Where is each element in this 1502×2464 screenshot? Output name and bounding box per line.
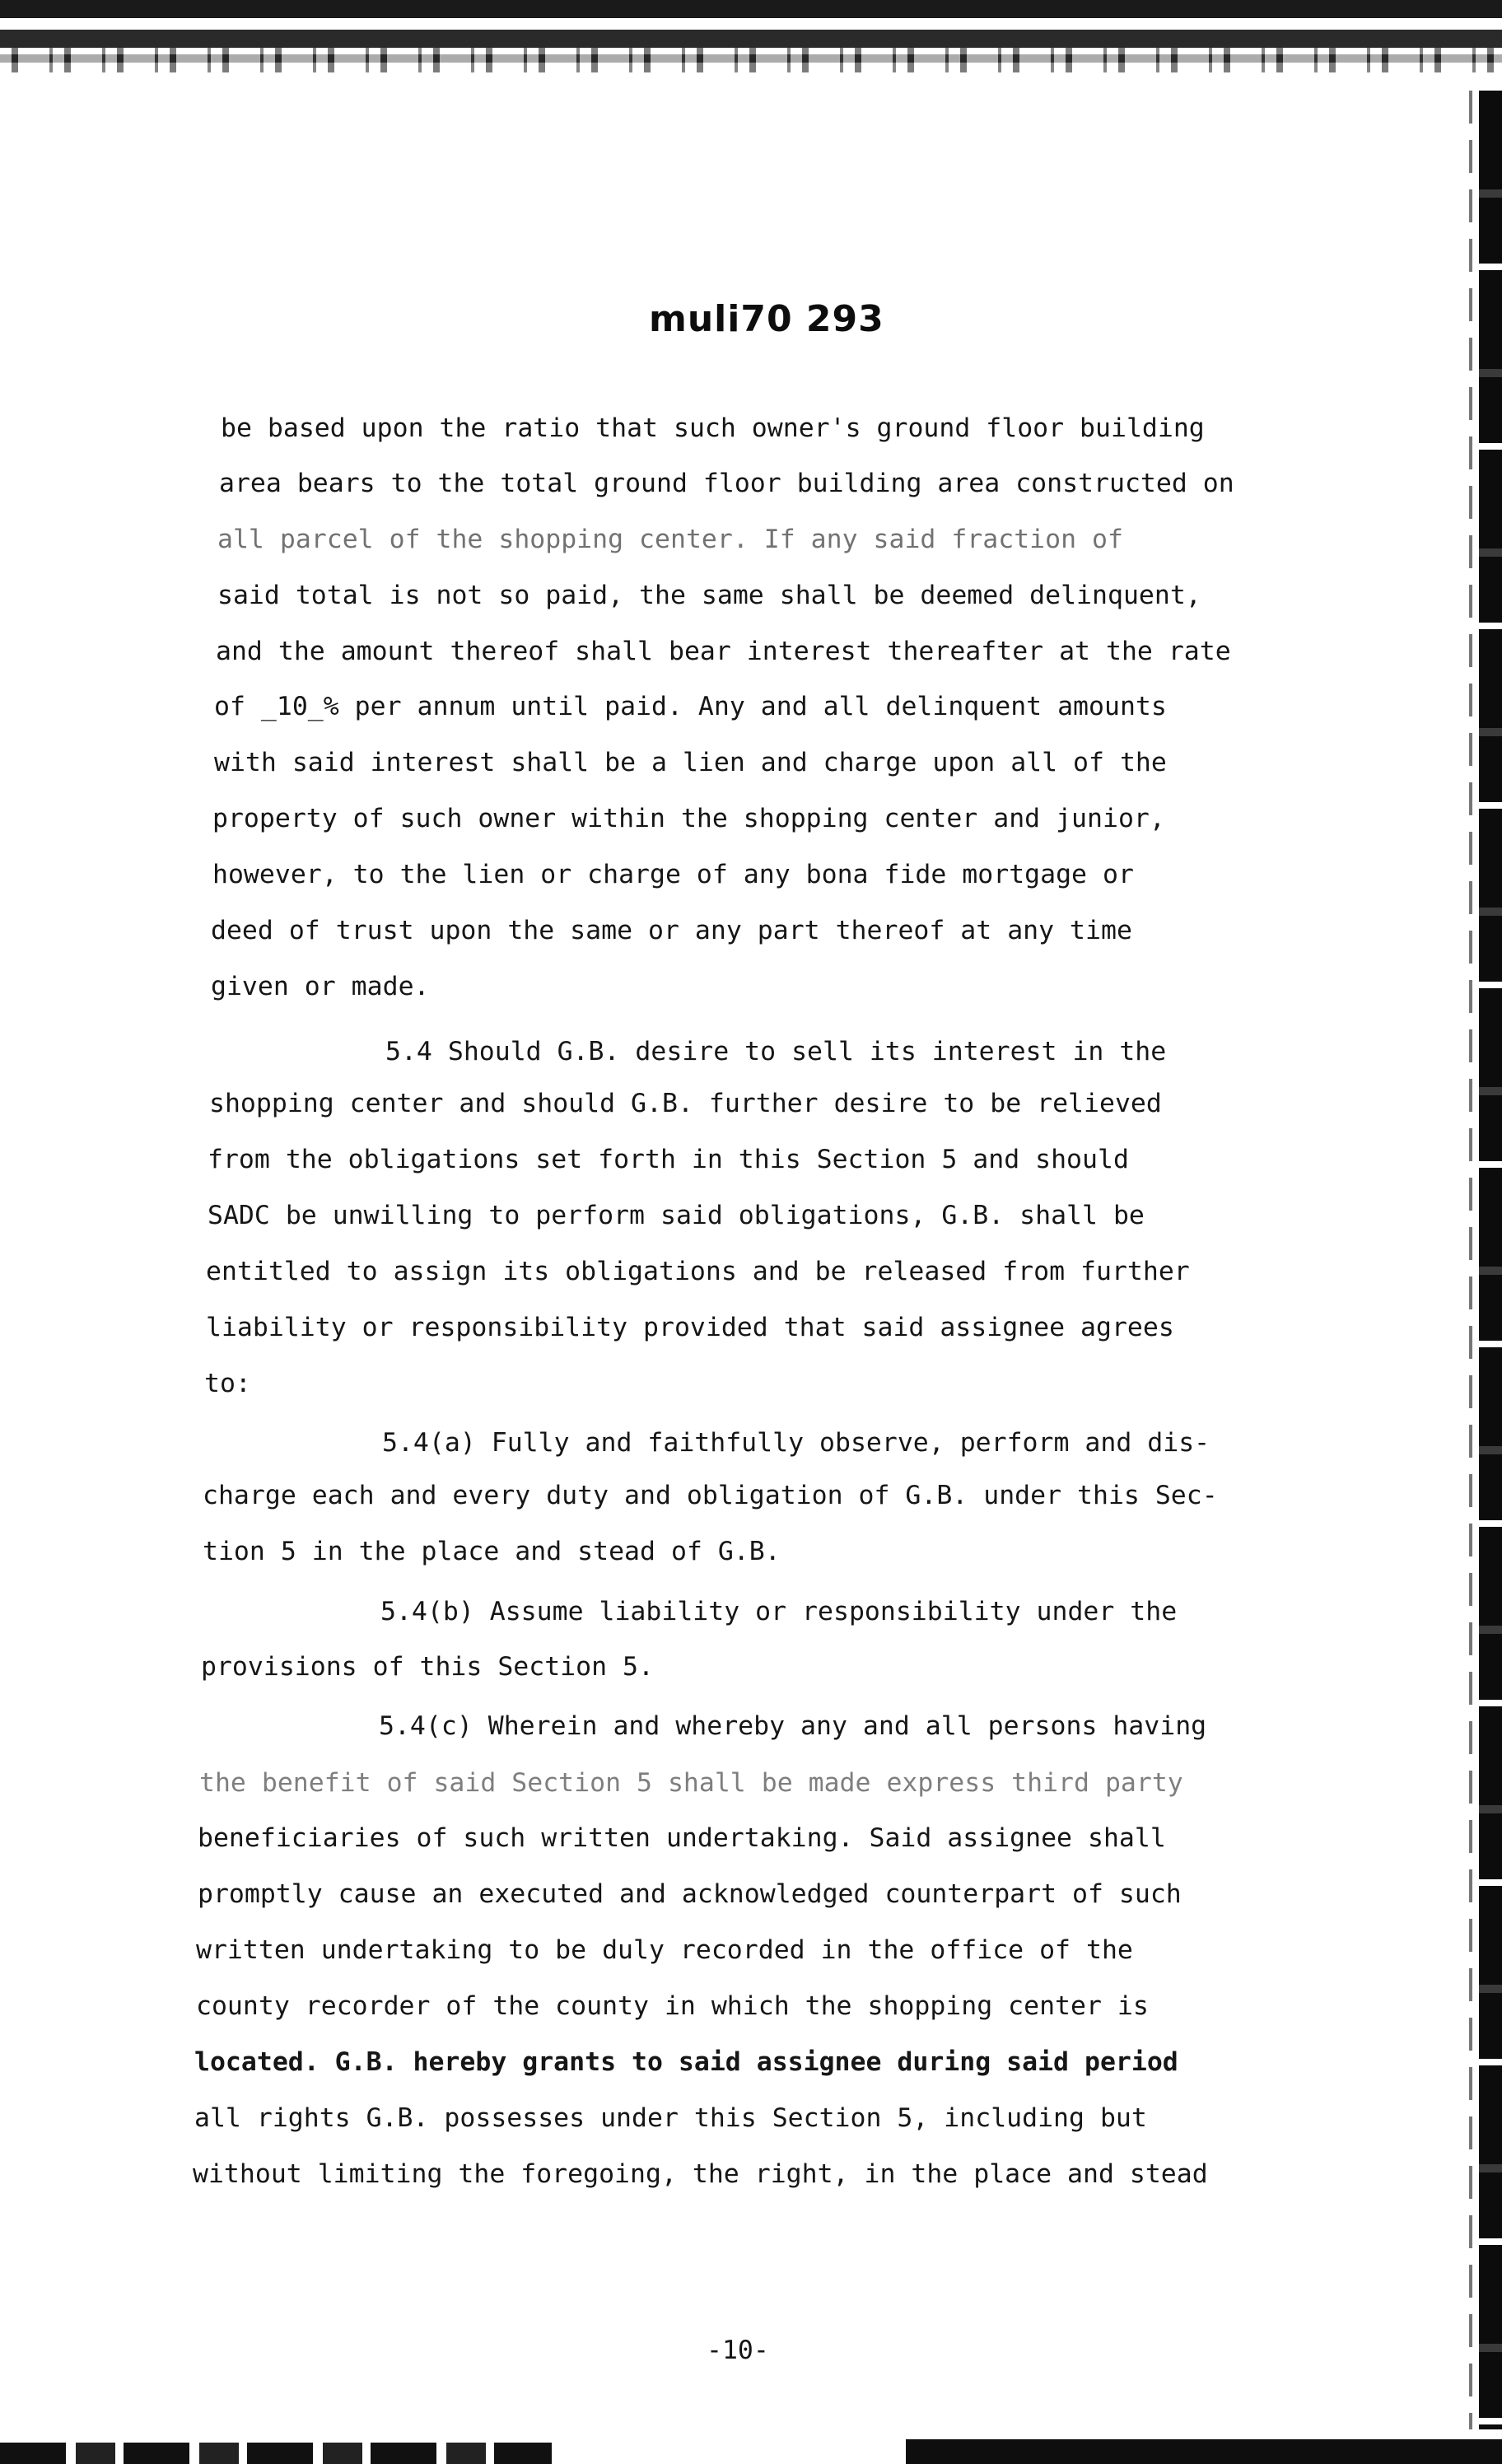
body-line: provisions of this Section 5. bbox=[201, 1652, 654, 1682]
scan-artifact-right-stripe bbox=[1469, 91, 1472, 2429]
scan-artifact-bottom-left bbox=[0, 2443, 552, 2464]
page-number: -10- bbox=[707, 2336, 769, 2365]
body-line: be based upon the ratio that such owner's ground floor building bbox=[221, 413, 1205, 443]
body-line: without limiting the foregoing, the right, in the place and stead bbox=[193, 2159, 1208, 2189]
body-line: shopping center and should G.B. further desire to be relieved bbox=[209, 1089, 1162, 1118]
body-line: SADC be unwilling to perform said obligations, G.B. shall be bbox=[208, 1201, 1145, 1230]
body-line: said total is not so paid, the same shall be deemed delinquent, bbox=[217, 581, 1201, 610]
scan-artifact-bottom-right bbox=[906, 2439, 1502, 2464]
book-page-stamp: muli70 293 bbox=[649, 298, 884, 340]
body-line: written undertaking to be duly recorded in the office of the bbox=[196, 1935, 1133, 1965]
body-line: given or made. bbox=[211, 972, 430, 1001]
body-line: liability or responsibility provided that said assignee agrees bbox=[206, 1313, 1174, 1342]
section-5-4c-line: 5.4(c) Wherein and whereby any and all persons having bbox=[379, 1711, 1207, 1741]
body-line: with said interest shall be a lien and charge upon all of the bbox=[214, 748, 1167, 777]
body-line: tion 5 in the place and stead of G.B. bbox=[203, 1537, 781, 1566]
scan-noise-top bbox=[0, 48, 1502, 72]
body-line: of _10_% per annum until paid. Any and all delinquent amounts bbox=[214, 692, 1167, 721]
body-line: property of such owner within the shopping center and junior, bbox=[212, 804, 1165, 833]
body-line: all parcel of the shopping center. If any said fraction of bbox=[217, 525, 1123, 554]
body-line: area bears to the total ground floor building area constructed on bbox=[219, 469, 1234, 498]
section-5-4a-line: 5.4(a) Fully and faithfully observe, perform and dis- bbox=[382, 1428, 1210, 1458]
body-line: from the obligations set forth in this Section 5 and should bbox=[208, 1145, 1129, 1174]
body-line: however, to the lien or charge of any bona fide mortgage or bbox=[212, 860, 1134, 889]
section-5-4b-line: 5.4(b) Assume liability or responsibility under the bbox=[380, 1597, 1178, 1626]
section-5-4-line: 5.4 Should G.B. desire to sell its interest in the bbox=[385, 1037, 1167, 1066]
body-line: the benefit of said Section 5 shall be made express third party bbox=[199, 1768, 1183, 1798]
body-line: county recorder of the county in which the shopping center is bbox=[196, 1991, 1149, 2021]
body-line: beneficiaries of such written undertaking. Said assignee shall bbox=[198, 1823, 1166, 1853]
body-line: deed of trust upon the same or any part thereof at any time bbox=[211, 916, 1132, 945]
scan-artifact-right-edge bbox=[1479, 91, 1502, 2429]
body-line: charge each and every duty and obligation of G.B. under this Sec- bbox=[203, 1481, 1218, 1510]
body-line: to: bbox=[204, 1369, 251, 1398]
body-line: promptly cause an executed and acknowledged counterpart of such bbox=[198, 1879, 1182, 1909]
body-line: all rights G.B. possesses under this Section 5, including but bbox=[194, 2103, 1147, 2133]
body-line: and the amount thereof shall bear interest thereafter at the rate bbox=[216, 637, 1231, 666]
body-line: entitled to assign its obligations and be released from further bbox=[206, 1257, 1190, 1286]
body-line: located. G.B. hereby grants to said assignee during said period bbox=[194, 2047, 1178, 2077]
